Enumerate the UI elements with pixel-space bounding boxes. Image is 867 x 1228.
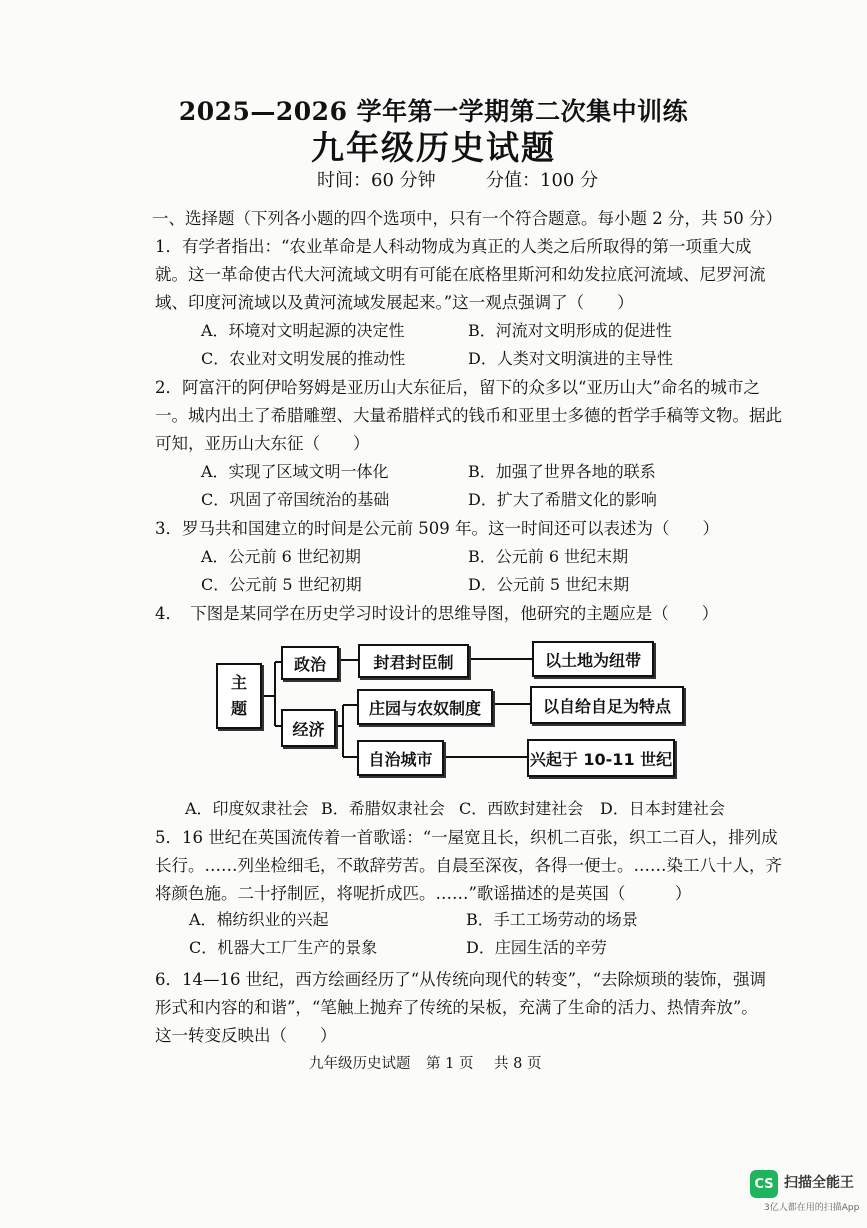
- q1-option-c: C．农业对文明发展的推动性: [201, 349, 406, 368]
- q1-option-a: A．环境对文明起源的决定性: [201, 321, 405, 340]
- q6-line-2: 形式和内容的和谐”，“笔触上抛弃了传统的呆板，充满了生命的活力、热情奔放”。: [155, 998, 758, 1017]
- exam-title: 九年级历史试题: [311, 128, 556, 167]
- node-rise-period: 兴起于 10-11 世纪: [527, 739, 675, 777]
- footer-subject: 九年级历史试题: [309, 1056, 411, 1072]
- q3-option-c: C．公元前 5 世纪初期: [201, 575, 362, 594]
- scanner-brand-name: 扫描全能王: [784, 1175, 854, 1191]
- q4-option-b: B．希腊奴隶社会: [321, 799, 445, 818]
- q1-line-3: 域、印度河流域以及黄河流域发展起来。”这一观点强调了（ ）: [155, 293, 634, 312]
- q1-line-2: 就。这一革命使古代大河流域文明有可能在底格里斯河和幼发拉底河流域、尼罗河流: [155, 265, 766, 284]
- q4-line-1: 4． 下图是某同学在历史学习时设计的思维导图，他研究的主题应是（ ）: [155, 604, 719, 623]
- q5-option-c: C．机器大工厂生产的景象: [189, 938, 378, 957]
- q6-line-3: 这一转变反映出（ ）: [155, 1026, 337, 1045]
- q5-line-2: 长行。……列坐检细毛，不敢辞劳苦。自晨至深夜，各得一便士。……染工八十人，齐: [155, 856, 782, 875]
- section-heading: 一、选择题（下列各小题的四个选项中，只有一个符合题意。每小题 2 分，共 50 分）: [152, 209, 782, 228]
- q5-option-a: A．棉纺织业的兴起: [189, 910, 329, 929]
- exam-score: 分值：100 分: [486, 170, 599, 191]
- q2-line-1: 2．阿富汗的阿伊哈努姆是亚历山大东征后，留下的众多以“亚历山大”命名的城市之: [155, 378, 760, 397]
- q1-option-d: D．人类对文明演进的主导性: [468, 349, 673, 368]
- q2-line-3: 可知，亚历山大东征（ ）: [155, 434, 370, 453]
- q5-option-b: B．手工工场劳动的场景: [466, 910, 638, 929]
- q2-option-a: A．实现了区域文明一体化: [201, 462, 389, 481]
- node-politics: 政治: [281, 646, 339, 680]
- q2-line-2: 一。城内出土了希腊雕塑、大量希腊样式的钱币和亚里士多德的哲学手稿等文物。据此: [155, 406, 782, 425]
- root-label-top: 主: [230, 673, 247, 692]
- footer-page: 第 1 页: [426, 1056, 474, 1072]
- node-manor-serfdom: 庄园与农奴制度: [357, 689, 493, 725]
- q5-option-d: D．庄园生活的辛劳: [466, 938, 607, 957]
- q3-option-b: B．公元前 6 世纪末期: [468, 547, 629, 566]
- q4-option-c: C．西欧封建社会: [459, 799, 584, 818]
- q5-line-3: 将颜色施。二十抒制匠，将呢折成匹。……”歌谣描述的是英国（ ）: [155, 884, 692, 903]
- camscanner-logo-icon: CS: [750, 1170, 778, 1198]
- q2-option-b: B．加强了世界各地的联系: [468, 462, 656, 481]
- node-economy: 经济: [281, 709, 336, 747]
- node-feudal-system: 封君封臣制: [358, 644, 469, 678]
- node-autonomous-city: 自治城市: [357, 740, 444, 776]
- q1-line-1: 1．有学者指出：“农业革命是人科动物成为真正的人类之后所取得的第一项重大成: [155, 237, 752, 256]
- q3-line-1: 3．罗马共和国建立的时间是公元前 509 年。这一时间还可以表述为（ ）: [155, 519, 719, 538]
- q1-option-b: B．河流对文明形成的促进性: [468, 321, 672, 340]
- scanner-tagline: 3亿人都在用的扫描App: [764, 1203, 860, 1213]
- footer-total-pages: 共 8 页: [494, 1056, 542, 1072]
- node-land-link: 以土地为纽带: [532, 641, 654, 677]
- node-self-sufficient: 以自给自足为特点: [530, 686, 684, 724]
- q5-line-1: 5．16 世纪在英国流传着一首歌谣：“一屋宽且长，织机二百张，织工二百人，排列成: [155, 828, 778, 847]
- q4-option-d: D．日本封建社会: [600, 799, 725, 818]
- exam-series-title: 2025—2026 学年第一学期第二次集中训练: [178, 97, 689, 126]
- root-label-bottom: 题: [230, 699, 247, 718]
- q2-option-d: D．扩大了希腊文化的影响: [468, 490, 657, 509]
- q3-option-a: A．公元前 6 世纪初期: [201, 547, 361, 566]
- mind-map-root: [216, 663, 262, 729]
- exam-time: 时间：60 分钟: [317, 170, 436, 191]
- q3-option-d: D．公元前 5 世纪末期: [468, 575, 630, 594]
- q6-line-1: 6．14—16 世纪，西方绘画经历了“从传统向现代的转变”，“去除烦琐的装饰，强调: [155, 970, 767, 989]
- q4-option-a: A．印度奴隶社会: [185, 799, 309, 818]
- q2-option-c: C．巩固了帝国统治的基础: [201, 490, 390, 509]
